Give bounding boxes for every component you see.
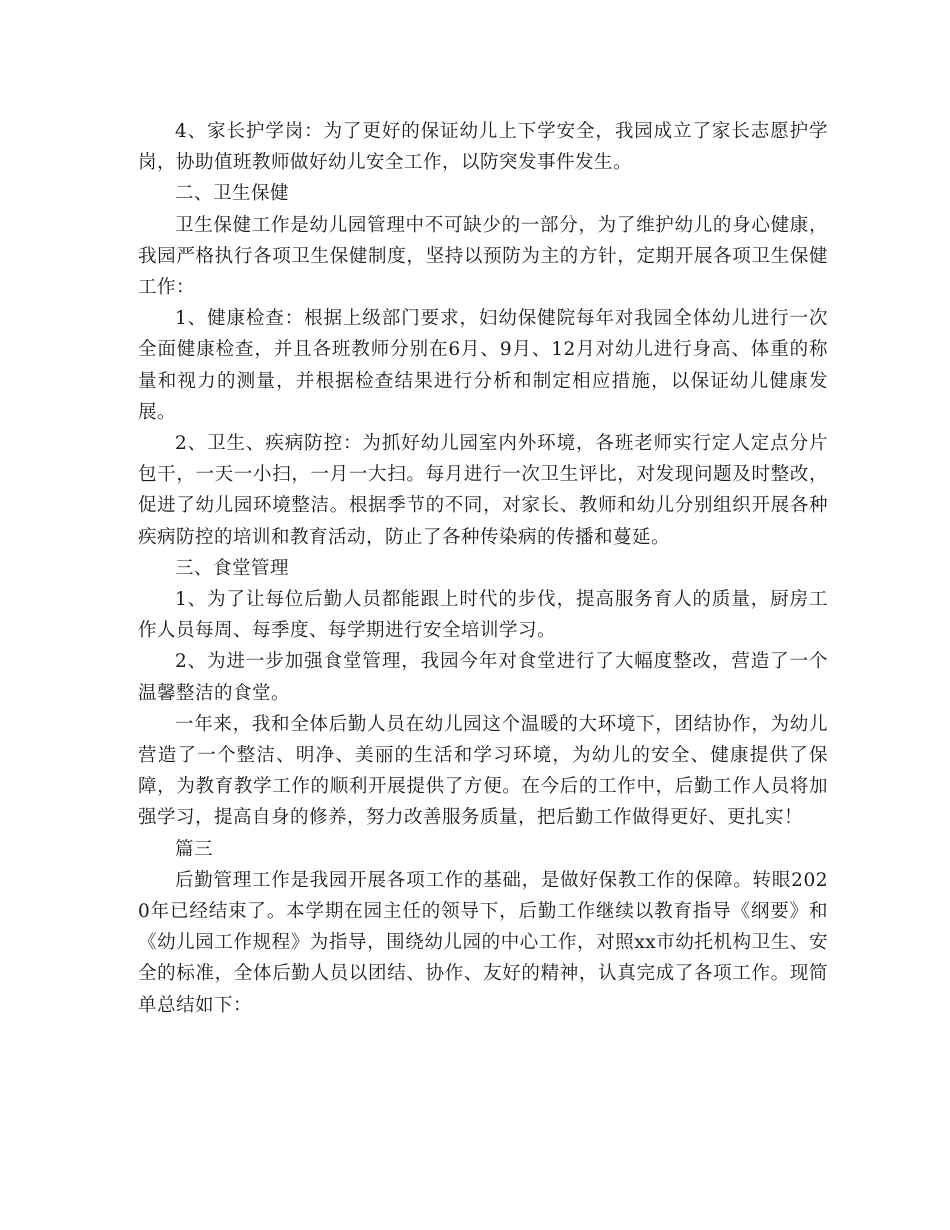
paragraph-year-summary: 一年来，我和全体后勤人员在幼儿园这个温暖的大环境下，团结协作，为幼儿营造了一个整洁、明净、美丽的生活和学习环境，为幼儿的安全、健康提供了保障，为教育教学工作的顺利开展提供了方便。在今后的工作中，后勤工作人员将加强学习，提高自身的修养，努力改善服务质量，把后勤工作做得更好、更扎实！	[138, 713, 828, 829]
paragraph-logistics-intro: 后勤管理工作是我园开展各项工作的基础，是做好保教工作的保障。转眼2020年已经结束了。本学期在园主任的领导下，后勤工作继续以教育指导《纲要》和《幼儿园工作规程》为指导，围绕幼儿园的中心工作，对照xx市幼托机构卫生、安全的标准，全体后勤人员以团结、协作、友好的精神，认真完成了各项工作。现简单总结如下：	[138, 869, 828, 1016]
paragraph-parent-patrol: 4、家长护学岗：为了更好的保证幼儿上下学安全，我园成立了家长志愿护学岗，协助值班教师做好幼儿安全工作，以防突发事件发生。	[138, 121, 828, 174]
paragraph-canteen-renovation: 2、为进一步加强食堂管理，我园今年对食堂进行了大幅度整改，营造了一个温馨整洁的食堂。	[138, 651, 828, 704]
paragraph-hygiene-intro: 卫生保健工作是幼儿园管理中不可缺少的一部分，为了维护幼儿的身心健康，我园严格执行各项卫生保健制度，坚持以预防为主的方针，定期开展各项卫生保健工作：	[138, 214, 828, 299]
paragraph-health-check: 1、健康检查：根据上级部门要求，妇幼保健院每年对我园全体幼儿进行一次全面健康检查，并且各班教师分别在6月、9月、12月对幼儿进行身高、体重的称量和视力的测量，并根据检查结果进行分析和制定相应措施，以保证幼儿健康发展。	[138, 308, 828, 423]
document-page	[138, 116, 828, 1021]
paragraph-canteen-training: 1、为了让每位后勤人员都能跟上时代的步伐，提高服务育人的质量，厨房工作人员每周、每季度、每学期进行安全培训学习。	[138, 589, 828, 642]
paragraph-disease-control: 2、卫生、疾病防控：为抓好幼儿园室内外环境，各班老师实行定人定点分片包干，一天一小扫，一月一大扫。每月进行一次卫生评比，对发现问题及时整改，促进了幼儿园环境整洁。根据季节的不同，对家长、教师和幼儿分别组织开展各种疾病防控的培训和教育活动，防止了各种传染病的传播和蔓延。	[138, 433, 828, 548]
section-heading-hygiene: 二、卫生保健	[175, 183, 290, 205]
section-heading-canteen: 三、食堂管理	[175, 557, 290, 579]
section-heading-part-three: 篇三	[175, 838, 214, 860]
